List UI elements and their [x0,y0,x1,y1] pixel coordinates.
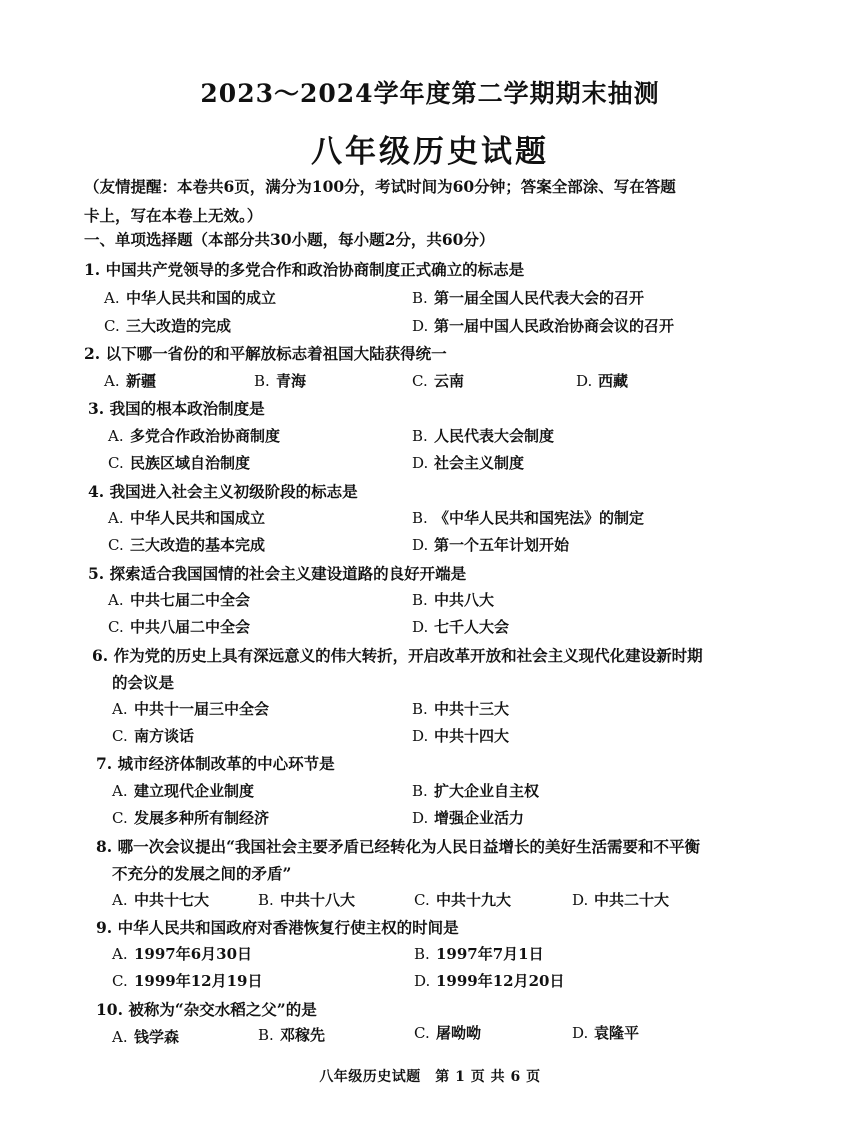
question-7-stem: 7. 城市经济体制改革的中心环节是 [96,754,335,773]
option-text: 1999年12月19日 [134,972,263,990]
option-key: C. [112,727,128,745]
q1-option-d [412,315,674,336]
question-8-stem: 8. 哪一次会议提出“我国社会主要矛盾已经转化为人民日益增长的美好生活需要和不平衡 [96,837,700,856]
q1-option-a [104,287,276,308]
option-text: 民族区域自治制度 [130,454,251,472]
q1-option-c [104,315,231,336]
question-2-stem: 2. 以下哪一省份的和平解放标志着祖国大陆获得统一 [84,344,447,363]
option-text: 屠呦呦 [436,1024,482,1042]
option-text: 中共十三大 [434,700,510,718]
option-text: 钱学森 [134,1028,180,1046]
q4-option-a [108,507,265,528]
option-text: 三大改造的基本完成 [130,536,266,554]
q9-option-b [414,943,544,964]
question-6-stem-cont: 的会议是 [112,673,175,692]
q4-option-d [412,534,569,555]
option-text: 袁隆平 [594,1024,640,1042]
option-text: 建立现代企业制度 [134,782,255,800]
question-5-stem: 5. 探索适合我国国情的社会主义建设道路的良好开端是 [88,564,467,583]
option-text: 1999年12月20日 [436,972,565,990]
option-key: D. [412,809,429,827]
exam-notice [84,172,724,230]
q9-option-d [414,970,565,991]
option-text: 社会主义制度 [434,454,525,472]
option-key: A. [104,289,120,307]
q5-option-a [108,589,250,610]
option-key: B. [412,591,428,609]
option-text: 人民代表大会制度 [434,427,555,445]
option-key: A. [112,1028,128,1046]
option-key: B. [412,427,428,445]
option-text: 新疆 [126,372,157,390]
question-8-stem-cont: 不充分的发展之间的矛盾” [112,864,292,883]
option-text: 中华人民共和国成立 [130,509,266,527]
option-key: A. [108,427,124,445]
option-text: 多党合作政治协商制度 [130,427,281,445]
option-key: B. [258,891,274,909]
option-text: 邓稼先 [280,1026,326,1044]
option-key: D. [572,891,589,909]
option-text: 第一届中国人民政治协商会议的召开 [434,317,675,335]
option-text: 发展多种所有制经济 [134,809,270,827]
option-key: B. [414,945,430,963]
option-key: A. [104,372,120,390]
option-key: B. [254,372,270,390]
q5-option-c [108,616,250,637]
question-6-stem: 6. 作为党的历史上具有深远意义的伟大转折，开启改革开放和社会主义现代化建设新时期 [92,646,703,665]
option-key: D. [412,454,429,472]
option-text: 《中华人民共和国宪法》的制定 [434,509,645,527]
question-10-stem: 10. 被称为“杂交水稻之父”的是 [96,1000,317,1019]
notice-line-2: 卡上，写在本卷上无效。） [84,206,263,225]
option-key: C. [112,809,128,827]
option-key: C. [104,317,120,335]
q7-option-d [412,807,524,828]
notice-line-1: （友情提醒：本卷共6页，满分为100分，考试时间为60分钟；答案全部涂、写在答题 [84,177,676,196]
option-text: 中共十七大 [134,891,210,909]
q6-option-d [412,725,509,746]
option-key: D. [572,1024,589,1042]
q9-option-c [112,970,263,991]
option-key: A. [108,509,124,527]
question-1-stem: 1. 中国共产党领导的多党合作和政治协商制度正式确立的标志是 [84,260,525,279]
q8-option-b [258,889,355,910]
option-text: 中共十九大 [436,891,512,909]
option-text: 中共十八大 [280,891,356,909]
option-key: D. [412,317,429,335]
q3-option-b [412,425,554,446]
option-text: 1997年6月30日 [134,945,253,963]
q2-option-a [104,370,156,391]
option-key: D. [412,618,429,636]
option-key: B. [412,700,428,718]
option-key: A. [112,891,128,909]
option-key: D. [576,372,593,390]
option-text: 中共七届二中全会 [130,591,251,609]
option-text: 中华人民共和国的成立 [126,289,277,307]
q6-option-b [412,698,509,719]
option-key: C. [112,972,128,990]
option-text: 增强企业活力 [434,809,525,827]
q6-option-a [112,698,269,719]
option-key: A. [112,782,128,800]
q6-option-c [112,725,194,746]
q8-option-d [572,889,669,910]
option-key: B. [258,1026,274,1044]
option-key: A. [108,591,124,609]
option-key: C. [108,618,124,636]
option-key: B. [412,782,428,800]
q9-option-a [112,943,252,964]
q10-option-b [258,1024,325,1045]
q7-option-c [112,807,269,828]
option-text: 三大改造的完成 [126,317,232,335]
q2-option-d [576,370,628,391]
option-key: D. [412,727,429,745]
option-key: B. [412,509,428,527]
q4-option-c [108,534,265,555]
exam-title: 2023～2024学年度第二学期期末抽测 [200,79,660,108]
question-9-stem: 9. 中华人民共和国政府对香港恢复行使主权的时间是 [96,918,459,937]
option-text: 中共十一届三中全会 [134,700,270,718]
option-text: 1997年7月1日 [436,945,544,963]
q3-option-a [108,425,280,446]
option-text: 中共八大 [434,591,495,609]
option-key: C. [414,1024,430,1042]
option-key: B. [412,289,428,307]
option-key: C. [108,536,124,554]
exam-subtitle: 八年级历史试题 [311,134,549,170]
q3-option-c [108,452,250,473]
option-text: 第一届全国人民代表大会的召开 [434,289,645,307]
q1-option-b [412,287,644,308]
option-text: 南方谈话 [134,727,195,745]
option-key: A. [112,945,128,963]
question-4-stem: 4. 我国进入社会主义初级阶段的标志是 [88,482,358,501]
option-text: 中共八届二中全会 [130,618,251,636]
q2-option-b [254,370,306,391]
q5-option-d [412,616,509,637]
option-key: A. [112,700,128,718]
q4-option-b [412,507,644,528]
q7-option-b [412,780,539,801]
option-text: 西藏 [598,372,629,390]
option-key: C. [412,372,428,390]
option-text: 七千人大会 [434,618,510,636]
q7-option-a [112,780,254,801]
option-key: D. [414,972,431,990]
question-3-stem: 3. 我国的根本政治制度是 [88,399,265,418]
option-text: 云南 [434,372,465,390]
option-key: D. [412,536,429,554]
option-key: C. [414,891,430,909]
q8-option-a [112,889,209,910]
option-text: 青海 [276,372,307,390]
q10-option-a [112,1026,179,1047]
option-text: 第一个五年计划开始 [434,536,570,554]
option-text: 中共二十大 [594,891,670,909]
q8-option-c [414,889,511,910]
q10-option-d [572,1022,639,1043]
page-footer: 八年级历史试题 第 1 页 共 6 页 [319,1069,541,1085]
section-heading: 一、单项选择题（本部分共30小题，每小题2分，共60分） [84,230,495,249]
q5-option-b [412,589,494,610]
q3-option-d [412,452,524,473]
option-text: 中共十四大 [434,727,510,745]
q10-option-c [414,1022,481,1043]
option-key: C. [108,454,124,472]
option-text: 扩大企业自主权 [434,782,540,800]
q2-option-c [412,370,464,391]
